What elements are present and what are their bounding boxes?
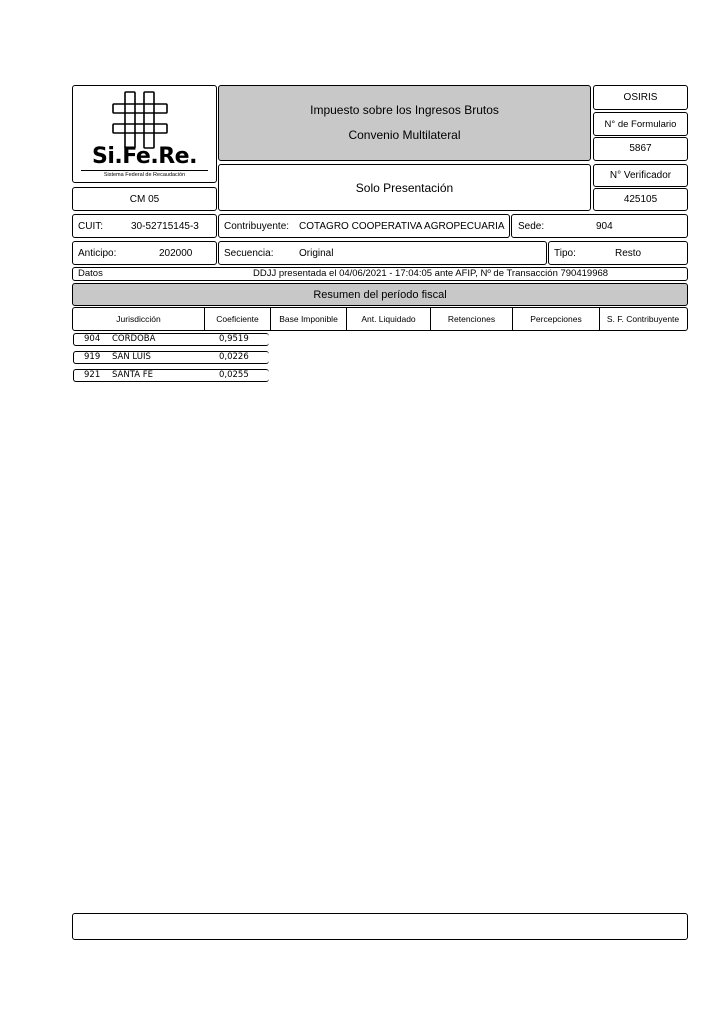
col-sf-contribuyente: S. F. Contribuyente xyxy=(599,308,686,330)
summary-header-row xyxy=(72,307,688,331)
system-name: OSIRIS xyxy=(623,92,658,103)
datos-label: Datos xyxy=(78,268,103,279)
form-number-label: N° de Formulario xyxy=(604,119,677,130)
table-row xyxy=(73,351,269,364)
col-ant-liquidado: Ant. Liquidado xyxy=(346,308,430,330)
row-code: 904 xyxy=(84,334,101,344)
secuencia-value: Original xyxy=(299,248,334,259)
tax-title: Impuesto sobre los Ingresos Brutos xyxy=(310,103,499,117)
logo-box xyxy=(72,85,217,183)
form-code-box xyxy=(72,187,217,211)
logo-brand: Si.Fe.Re. xyxy=(92,144,197,169)
anticipo-label: Anticipo: xyxy=(78,248,117,259)
form-number: 5867 xyxy=(629,143,652,154)
secuencia-box xyxy=(218,241,547,265)
title-box xyxy=(218,85,591,161)
logo-subtitle: Sistema Federal de Recaudación xyxy=(81,170,208,178)
sede-value: 904 xyxy=(596,221,613,232)
table-row xyxy=(73,369,269,382)
row-coef: 0,0255 xyxy=(219,370,249,380)
system-box xyxy=(593,85,688,110)
footer-box xyxy=(72,913,688,940)
verifier-label-box xyxy=(593,164,688,187)
form-number-label-box xyxy=(593,112,688,136)
col-percepciones: Percepciones xyxy=(512,308,599,330)
contrib-box xyxy=(218,214,510,238)
tipo-box xyxy=(548,241,688,265)
contrib-value: COTAGRO COOPERATIVA AGROPECUARIA xyxy=(299,221,505,232)
form-number-box xyxy=(593,137,688,161)
datos-box xyxy=(72,267,688,281)
cuit-value: 30-52715145-3 xyxy=(131,221,199,232)
col-base-imponible: Base Imponible xyxy=(270,308,346,330)
row-name: CORDOBA xyxy=(112,334,156,344)
datos-value: DDJJ presentada el 04/06/2021 - 17:04:05 ante AFIP, Nº de Transacción 790419968 xyxy=(253,268,609,279)
summary-title: Resumen del período fiscal xyxy=(313,289,447,301)
secuencia-label: Secuencia: xyxy=(224,248,274,259)
anticipo-value: 202000 xyxy=(159,248,193,259)
cuit-label: CUIT: xyxy=(78,221,103,232)
presentation-box xyxy=(218,164,591,211)
col-retenciones: Retenciones xyxy=(430,308,512,330)
sede-label: Sede: xyxy=(518,221,545,232)
verifier-box xyxy=(593,188,688,211)
row-coef: 0,0226 xyxy=(219,352,249,362)
form-code: CM 05 xyxy=(129,194,160,205)
row-code: 919 xyxy=(84,352,101,362)
sede-box xyxy=(511,214,688,238)
verifier-label: N° Verificador xyxy=(609,170,672,181)
col-coeficiente: Coeficiente xyxy=(204,308,270,330)
row-name: SANTA FE xyxy=(112,370,154,380)
presentation-type: Solo Presentación xyxy=(355,181,454,195)
regime-title: Convenio Multilateral xyxy=(348,128,461,142)
verifier-number: 425105 xyxy=(623,194,658,205)
contrib-label: Contribuyente: xyxy=(224,221,290,232)
table-row xyxy=(73,333,269,346)
anticipo-box xyxy=(72,241,217,265)
row-name: SAN LUIS xyxy=(112,352,151,362)
col-jurisdiccion: Jurisdicción xyxy=(116,314,161,324)
summary-title-box xyxy=(72,283,688,306)
tipo-value: Resto xyxy=(615,248,642,259)
tipo-label: Tipo: xyxy=(554,248,576,259)
row-coef: 0,9519 xyxy=(219,334,249,344)
cuit-box xyxy=(72,214,217,238)
row-code: 921 xyxy=(84,370,101,380)
